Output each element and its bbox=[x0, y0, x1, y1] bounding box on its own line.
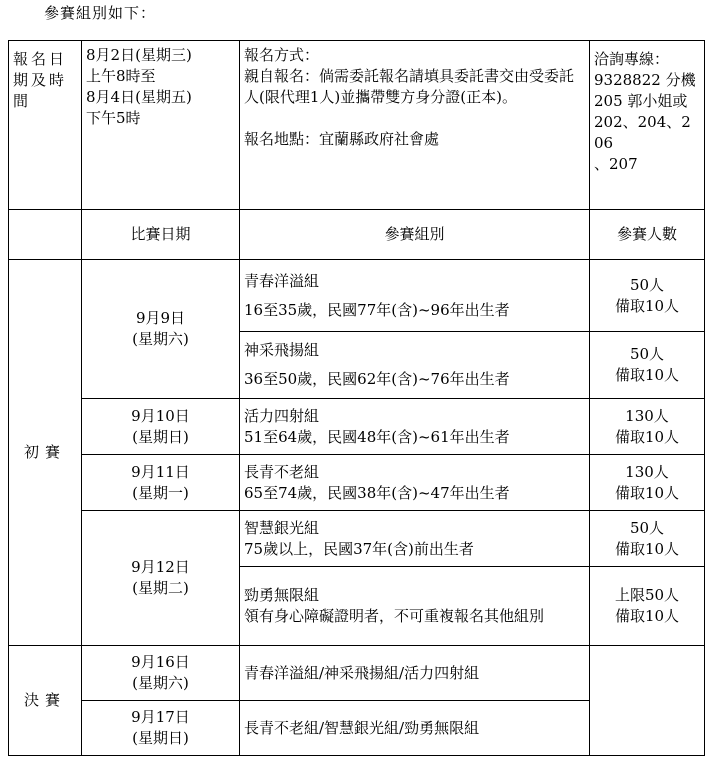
prelim-label: 初賽 bbox=[9, 260, 82, 646]
method-title: 報名方式： bbox=[244, 46, 320, 64]
reserve-text: 備取10人 bbox=[614, 366, 680, 384]
group-cell bbox=[240, 455, 590, 511]
table-row bbox=[9, 646, 705, 701]
group-desc: 65至74歲，民國38年(含)~47年出生者 bbox=[244, 483, 510, 502]
group-cell bbox=[240, 399, 590, 455]
reserve-text: 備取10人 bbox=[614, 483, 680, 502]
registration-period bbox=[82, 41, 240, 210]
group-name: 智慧銀光組 bbox=[244, 518, 320, 537]
contact-line: 、207 bbox=[594, 155, 638, 173]
weekday-text: (星期一) bbox=[132, 483, 189, 502]
registration-label bbox=[9, 41, 82, 210]
contact-line: 205 郭小姐或 bbox=[594, 92, 688, 110]
period-line: 8月2日(星期三) bbox=[86, 46, 192, 64]
date-text: 9月11日 bbox=[131, 462, 190, 481]
reserve-text: 備取10人 bbox=[614, 539, 680, 558]
registration-label-line: 間 bbox=[13, 92, 32, 110]
group-name: 長青不老組 bbox=[244, 462, 320, 481]
table-row bbox=[9, 455, 705, 511]
weekday-text: (星期六) bbox=[132, 330, 189, 348]
match-date bbox=[82, 701, 240, 756]
intro-text: 參賽組別如下： bbox=[44, 4, 157, 22]
registration-row bbox=[9, 41, 705, 210]
count-text: 上限50人 bbox=[614, 586, 680, 604]
group-desc: 領有身心障礙證明者，不可重複報名其他組別 bbox=[244, 607, 545, 625]
contact-line: 9328822 分機 bbox=[594, 71, 696, 89]
competition-table bbox=[8, 40, 705, 756]
final-count-empty bbox=[590, 646, 705, 756]
date-text: 9月12日 bbox=[131, 558, 190, 576]
table-row bbox=[9, 399, 705, 455]
count-cell bbox=[590, 455, 705, 511]
count-cell bbox=[590, 260, 705, 332]
count-cell bbox=[590, 511, 705, 567]
final-groups: 長青不老組/智慧銀光組/勁勇無限組 bbox=[240, 701, 590, 756]
final-groups: 青春洋溢組/神采飛揚組/活力四射組 bbox=[240, 646, 590, 701]
period-line: 上午8時至 bbox=[86, 67, 156, 85]
match-date bbox=[82, 260, 240, 399]
group-cell bbox=[240, 567, 590, 646]
group-name: 神采飛揚組 bbox=[244, 341, 320, 359]
table-row bbox=[9, 260, 705, 332]
count-text: 50人 bbox=[629, 345, 665, 363]
reserve-text: 備取10人 bbox=[614, 296, 680, 315]
contact-line: 202、204、206 bbox=[594, 113, 691, 152]
weekday-text: (星期日) bbox=[132, 729, 189, 747]
group-name: 活力四射組 bbox=[244, 406, 320, 425]
header-date: 比賽日期 bbox=[82, 210, 240, 260]
registration-method bbox=[240, 41, 590, 210]
count-text: 50人 bbox=[629, 518, 665, 537]
date-text: 9月10日 bbox=[131, 406, 190, 425]
date-text: 9月16日 bbox=[131, 653, 190, 671]
match-date bbox=[82, 511, 240, 646]
spacer bbox=[244, 108, 585, 129]
header-count: 參賽人數 bbox=[590, 210, 705, 260]
reserve-text: 備取10人 bbox=[614, 607, 680, 625]
weekday-text: (星期二) bbox=[132, 579, 189, 597]
count-text: 130人 bbox=[625, 406, 669, 425]
registration-location: 報名地點：宜蘭縣政府社會處 bbox=[244, 130, 440, 148]
weekday-text: (星期日) bbox=[132, 427, 189, 446]
date-text: 9月9日 bbox=[135, 309, 186, 327]
header-group: 參賽組別 bbox=[240, 210, 590, 260]
registration-label-line: 報名日 bbox=[13, 50, 68, 68]
match-date bbox=[82, 455, 240, 511]
registration-label-line: 期及時 bbox=[13, 71, 68, 89]
final-label: 決賽 bbox=[9, 646, 82, 756]
contact-info bbox=[590, 41, 705, 210]
header-row bbox=[9, 210, 705, 260]
count-cell bbox=[590, 332, 705, 399]
date-text: 9月17日 bbox=[131, 708, 190, 726]
weekday-text: (星期六) bbox=[132, 674, 189, 692]
count-cell bbox=[590, 567, 705, 646]
group-desc: 75歲以上，民國37年(含)前出生者 bbox=[244, 539, 474, 558]
reserve-text: 備取10人 bbox=[614, 427, 680, 446]
group-cell bbox=[240, 511, 590, 567]
period-line: 下午5時 bbox=[86, 109, 141, 127]
method-body: 親自報名：倘需委託報名請填具委託書交由受委託人(限代理1人)並攜帶雙方身分證(正本)。 bbox=[244, 67, 575, 106]
group-desc: 36至50歲，民國62年(含)~76年出生者 bbox=[244, 370, 510, 388]
contact-line: 洽詢專線： bbox=[594, 50, 670, 68]
group-cell bbox=[240, 260, 590, 332]
group-cell bbox=[240, 332, 590, 399]
group-name: 青春洋溢組 bbox=[244, 271, 320, 290]
count-text: 130人 bbox=[625, 462, 669, 481]
period-line: 8月4日(星期五) bbox=[86, 88, 192, 106]
group-desc: 51至64歲，民國48年(含)~61年出生者 bbox=[244, 427, 510, 446]
group-desc: 16至35歲，民國77年(含)~96年出生者 bbox=[244, 300, 510, 319]
header-empty bbox=[9, 210, 82, 260]
match-date bbox=[82, 646, 240, 701]
table-row bbox=[9, 511, 705, 567]
count-text: 50人 bbox=[629, 275, 665, 294]
match-date bbox=[82, 399, 240, 455]
count-cell bbox=[590, 399, 705, 455]
group-name: 勁勇無限組 bbox=[244, 586, 320, 604]
